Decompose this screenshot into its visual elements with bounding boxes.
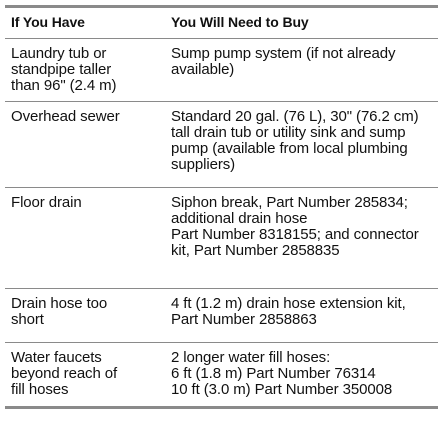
row-condition-cell: [5, 195, 147, 211]
row-condition-cell: [5, 46, 147, 94]
row-requirement-cell: [147, 350, 438, 398]
table-row: [5, 39, 438, 101]
requirements-table: [5, 5, 438, 409]
row-requirement-text: Sump pump system (if not already available): [171, 45, 396, 78]
row-requirement-cell: [147, 296, 438, 328]
row-condition-text: Water faucets beyond reach of fill hoses: [11, 349, 118, 398]
row-requirement-cell: [147, 109, 438, 173]
row-condition-text: Drain hose too short: [11, 295, 108, 328]
header-cell-left: [5, 14, 147, 32]
row-requirement-cell: [147, 195, 438, 259]
table-row: [5, 343, 438, 406]
header-you-will-need-to-buy: You Will Need to Buy: [171, 14, 309, 30]
row-condition-cell: [5, 109, 147, 125]
header-if-you-have: If You Have: [11, 14, 85, 30]
row-requirement-text: 4 ft (1.2 m) drain hose extension kit, Part Number 2858863: [171, 295, 406, 328]
row-requirement-text: Siphon break, Part Number 285834; additional drain hose Part Number 8318155; and connector kit, Part Number 2858835: [171, 194, 419, 259]
row-requirement-text: Standard 20 gal. (76 L), 30" (76.2 cm) tall drain tub or utility sink and sump pump (available from local plumbing suppliers): [171, 108, 419, 173]
row-condition-cell: [5, 296, 147, 328]
table-row: [5, 289, 438, 342]
row-condition-text: Laundry tub or standpipe taller than 96" (2.4 m): [11, 45, 117, 94]
row-requirement-cell: [147, 46, 438, 78]
row-condition-text: Floor drain: [11, 194, 82, 211]
row-condition-cell: [5, 350, 147, 398]
row-condition-text: Overhead sewer: [11, 108, 120, 125]
table-header-row: [5, 8, 438, 38]
header-cell-right: [147, 14, 438, 32]
bottom-rule: [5, 406, 438, 409]
table-row: [5, 188, 438, 288]
row-requirement-text: 2 longer water fill hoses: 6 ft (1.8 m) Part Number 76314 10 ft (3.0 m) Part Number 350008: [171, 349, 393, 398]
table-row: [5, 102, 438, 187]
